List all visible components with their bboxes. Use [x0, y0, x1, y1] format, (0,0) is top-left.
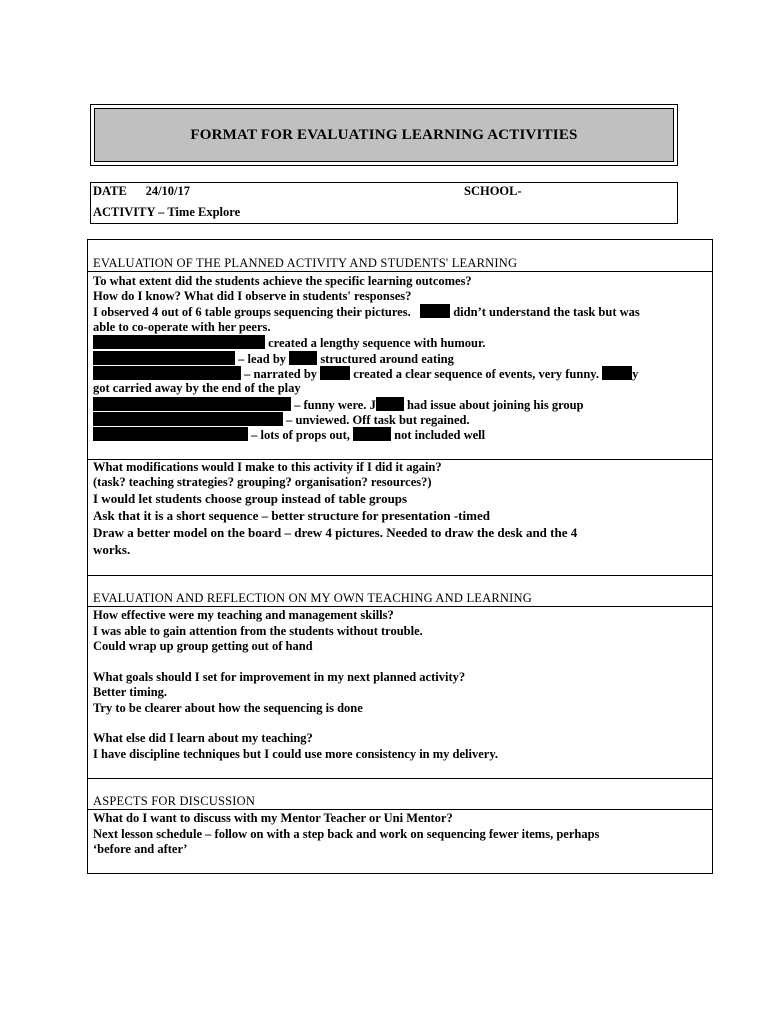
redaction-bar — [93, 351, 235, 365]
answer-line: got carried away by the end of the play — [93, 381, 301, 395]
answer-line: Ask that it is a short sequence – better structure for presentation -timed — [93, 508, 490, 523]
answer-line — [93, 397, 584, 413]
answer-text: I observed 4 out of 6 table groups sequencing their pictures. — [93, 305, 411, 319]
section-heading-discussion: ASPECTS FOR DISCUSSION — [93, 794, 256, 808]
answer-line — [93, 366, 638, 382]
answer-text: didn’t understand the task but was — [453, 305, 640, 319]
answer-text: y — [632, 367, 639, 381]
divider — [88, 575, 712, 576]
section-heading-reflection: EVALUATION AND REFLECTION ON MY OWN TEACHING AND LEARNING — [93, 591, 532, 605]
question: What else did I learn about my teaching? — [93, 731, 313, 745]
answer-line: able to co-operate with her peers. — [93, 320, 271, 334]
question: How do I know? What did I observe in students' responses? — [93, 289, 412, 303]
answer-line — [93, 335, 486, 351]
section-heading-planned: EVALUATION OF THE PLANNED ACTIVITY AND STUDENTS' LEARNING — [93, 256, 518, 270]
answer-line: ‘before and after’ — [93, 842, 188, 856]
redaction-bar — [93, 427, 248, 441]
answer-text: created a lengthy sequence with humour. — [268, 336, 486, 350]
evaluation-table — [87, 239, 713, 874]
redaction-bar — [93, 335, 265, 349]
answer-line: Better timing. — [93, 685, 168, 699]
answer-line — [93, 304, 640, 320]
answer-text: – lead by — [238, 352, 287, 366]
question: What modifications would I make to this activity if I did it again? — [93, 460, 442, 474]
answer-text: – narrated by — [244, 367, 318, 381]
answer-line — [93, 427, 485, 443]
redaction-bar — [353, 427, 391, 441]
question: (task? teaching strategies? grouping? organisation? resources?) — [93, 475, 432, 489]
answer-line: I was able to gain attention from the students without trouble. — [93, 624, 423, 638]
answer-line — [93, 351, 454, 367]
redaction-bar — [602, 366, 632, 380]
question: To what extent did the students achieve the specific learning outcomes? — [93, 274, 472, 288]
redaction-bar — [93, 366, 241, 380]
answer-text: – lots of props out, — [251, 428, 350, 442]
redaction-bar — [93, 412, 283, 426]
answer-text: structured around eating — [320, 352, 454, 366]
answer-text: – unviewed. Off task but regained. — [286, 413, 470, 427]
answer-text: created a clear sequence of events, very funny. — [353, 367, 599, 381]
redaction-bar — [420, 304, 450, 318]
title-box — [90, 104, 678, 166]
question: How effective were my teaching and management skills? — [93, 608, 394, 622]
redaction-bar — [376, 397, 404, 411]
answer-text: – funny were. J — [294, 398, 376, 412]
answer-line: Could wrap up group getting out of hand — [93, 639, 313, 653]
school-label: SCHOOL- — [464, 184, 522, 198]
answer-text: not included well — [394, 428, 486, 442]
answer-line: Next lesson schedule – follow on with a step back and work on sequencing fewer items, perhaps — [93, 827, 600, 841]
redaction-bar — [289, 351, 317, 365]
activity-label: ACTIVITY – Time Explore — [93, 205, 241, 219]
divider — [88, 606, 712, 607]
answer-line: I have discipline techniques but I could use more consistency in my delivery. — [93, 747, 499, 761]
answer-line — [93, 412, 470, 428]
redaction-bar — [93, 397, 291, 411]
divider — [88, 271, 712, 272]
answer-line: I would let students choose group instead of table groups — [93, 491, 408, 506]
divider — [88, 778, 712, 779]
answer-line: works. — [93, 542, 131, 557]
divider — [88, 809, 712, 810]
question: What do I want to discuss with my Mentor Teacher or Uni Mentor? — [93, 811, 453, 825]
answer-line: Draw a better model on the board – drew 4 pictures. Needed to draw the desk and the 4 — [93, 525, 578, 540]
date-label: DATE — [93, 184, 127, 198]
answer-text: had issue about joining his group — [406, 398, 584, 412]
date-row — [93, 184, 190, 199]
answer-line: Try to be clearer about how the sequencing is done — [93, 701, 363, 715]
info-box — [90, 182, 678, 224]
question: What goals should I set for improvement in my next planned activity? — [93, 670, 466, 684]
date-value: 24/10/17 — [145, 184, 191, 198]
redaction-bar — [320, 366, 350, 380]
document-title: FORMAT FOR EVALUATING LEARNING ACTIVITIES — [94, 108, 674, 162]
